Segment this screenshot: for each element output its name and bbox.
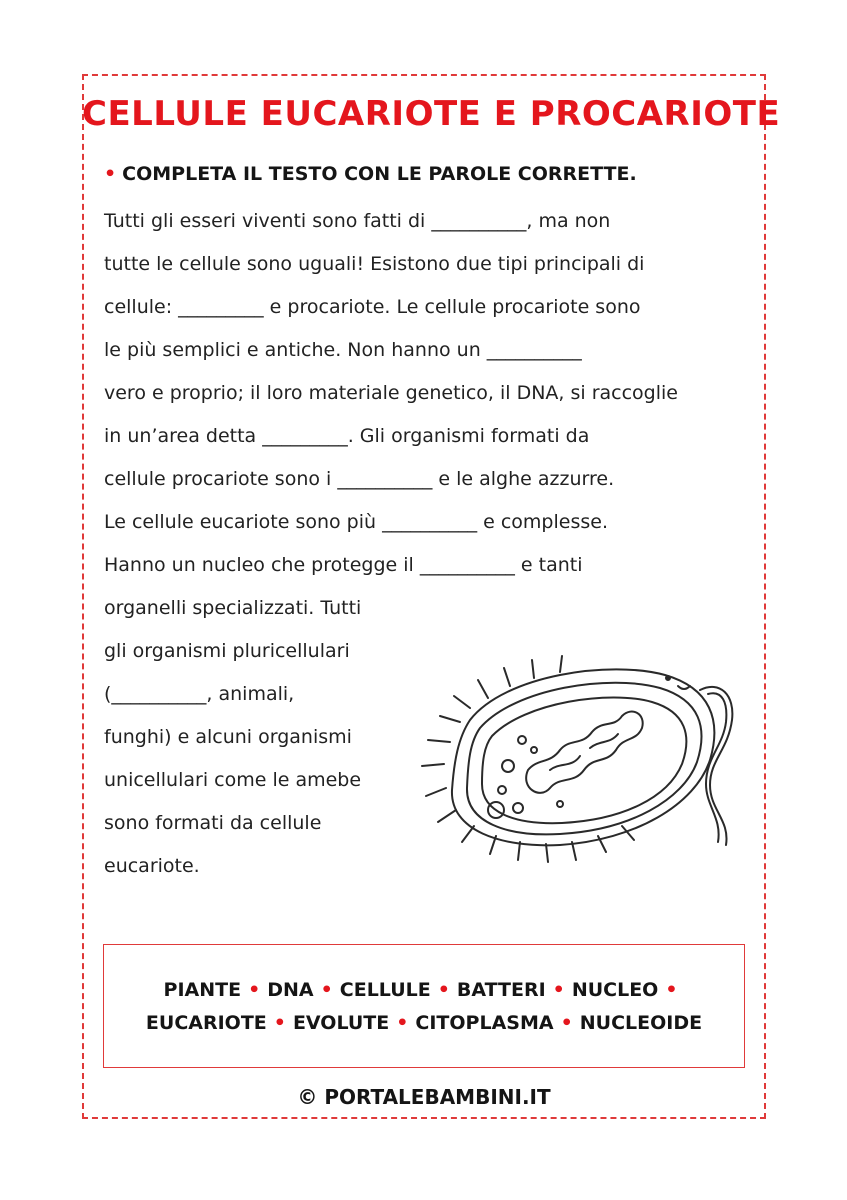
text-line: eucariote. (104, 855, 200, 877)
instruction-text: COMPLETA IL TESTO CON LE PAROLE CORRETTE. (122, 163, 637, 185)
separator-dot: • (273, 1012, 286, 1034)
text-line: gli organismi pluricellulari (104, 640, 350, 662)
text-line: organelli specializzati. Tutti (104, 597, 362, 619)
word-bank-row (104, 979, 744, 1001)
separator-dot: • (437, 979, 450, 1001)
text-line: Tutti gli esseri viventi sono fatti di __________, ma non (104, 210, 611, 232)
page-title: CELLULE EUCARIOTE E PROCARIOTE (82, 94, 781, 134)
bullet-icon: • (104, 163, 117, 185)
text-line: vero e proprio; il loro materiale genetico, il DNA, si raccoglie (104, 382, 678, 404)
separator-dot: • (552, 979, 565, 1001)
word-bank-word: EVOLUTE (292, 1012, 390, 1034)
text-line: tutte le cellule sono uguali! Esistono due tipi principali di (104, 253, 645, 275)
word-bank (103, 944, 745, 1068)
text-line: Le cellule eucariote sono più __________ e complesse. (104, 511, 608, 533)
word-bank-word: NUCLEOIDE (579, 1012, 703, 1034)
separator-dot: • (560, 1012, 573, 1034)
word-bank-row (104, 1012, 744, 1034)
bacterium-cell-icon (410, 650, 750, 870)
instruction (104, 163, 637, 185)
text-line: cellule procariote sono i __________ e le alghe azzurre. (104, 468, 615, 490)
word-bank-word: CITOPLASMA (415, 1012, 554, 1034)
word-bank-word: NUCLEO (571, 979, 659, 1001)
separator-dot: • (396, 1012, 409, 1034)
word-bank-word: PIANTE (163, 979, 242, 1001)
text-line: cellule: _________ e procariote. Le cellule procariote sono (104, 296, 641, 318)
word-bank-word: DNA (267, 979, 314, 1001)
text-line: unicellulari come le amebe (104, 769, 362, 791)
text-line: (__________, animali, (104, 683, 295, 705)
separator-dot: • (665, 979, 678, 1001)
text-line: Hanno un nucleo che protegge il __________ e tanti (104, 554, 583, 576)
copyright-footer: © PORTALEBAMBINI.IT (297, 1085, 551, 1109)
word-bank-word: CELLULE (339, 979, 431, 1001)
word-bank-word: BATTERI (456, 979, 546, 1001)
separator-dot: • (320, 979, 333, 1001)
text-line: in un’area detta _________. Gli organismi formati da (104, 425, 590, 447)
text-line: funghi) e alcuni organismi (104, 726, 352, 748)
text-line: le più semplici e antiche. Non hanno un __________ (104, 339, 582, 361)
separator-dot: • (248, 979, 261, 1001)
word-bank-word: EUCARIOTE (145, 1012, 267, 1034)
text-line: sono formati da cellule (104, 812, 322, 834)
